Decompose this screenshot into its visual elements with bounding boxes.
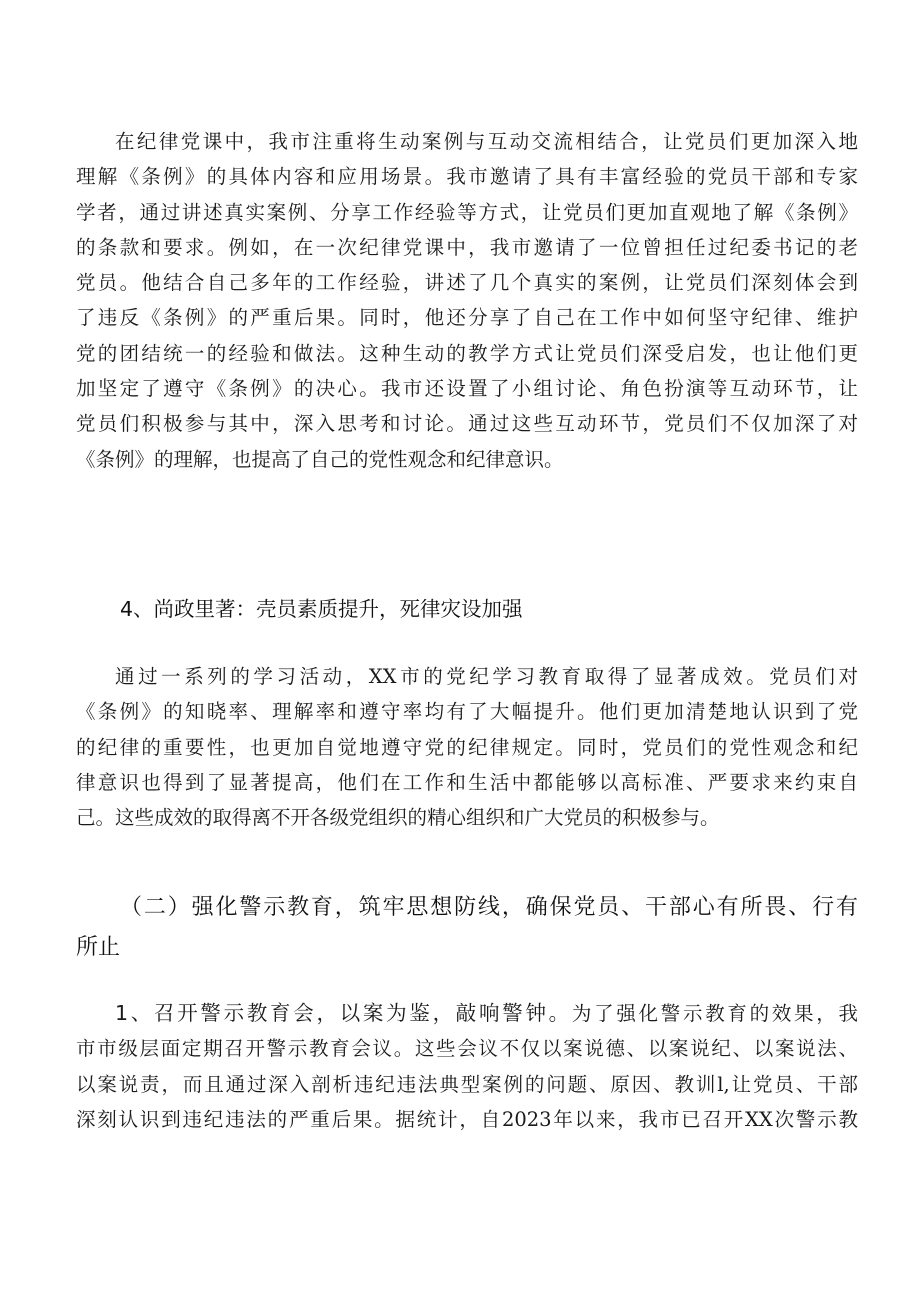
paragraph-results: [76, 659, 858, 835]
text-line: 了违反《条例》的严重后果。同时，他还分享了自己在工作中如何坚守纪律、维护: [76, 306, 858, 330]
text-line: 加坚定了遵守《条例》的决心。我市还设置了小组讨论、角色扮演等互动环节，让: [76, 377, 858, 401]
text-line: 市市级层面定期召开警示教育会议。这些会议不仅以案说德、以案说纪、以案说法、: [76, 1037, 858, 1061]
text-line: 《条例》的理解，也提高了自己的党性观念和纪律意识。: [76, 447, 564, 471]
text-line: 深刻认识到违纪违法的严重后果。据统计，自2023年以来，我市已召开XX次警示教: [76, 1107, 858, 1131]
text-line: 的纪律的重要性，也更加自觉地遵守党的纪律规定。同时，党员们的党性观念和纪: [76, 735, 858, 759]
text-line: 《条例》的知晓率、理解率和遵守率均有了大幅提升。他们更加清楚地认识到了党: [76, 700, 858, 724]
text-line: 在纪律党课中，我市注重将生动案例与互动交流相结合，让党员们更加深入地: [115, 130, 858, 153]
heading-line: （二）强化警示教育，筑牢思想防线，确保党员、干部心有所畏、行有: [120, 895, 858, 920]
text-fragment: 为了强化警示教育的效果，我: [571, 1002, 858, 1025]
text-line: 学者，通过讲述真实案例、分享工作经验等方式，让党员们更加直观地了解《条例》: [76, 200, 858, 224]
text-line: 党的团结统一的经验和做法。这种生动的教学方式让党员们深受启发，也让他们更: [76, 341, 858, 365]
paragraph-warning-meeting: [76, 996, 858, 1137]
text-line: 党员。他结合自己多年的工作经验，讲述了几个真实的案例，让党员们深刻体会到: [76, 271, 858, 295]
section-heading-4: 4、尚政里著：壳员素质提升，死律灾设加强: [120, 597, 523, 621]
text-line: 理解《条例》的具体内容和应用场景。我市邀请了具有丰富经验的党员干部和专家: [76, 165, 858, 189]
text-line: 己。这些成效的取得离不开各级党组织的精心组织和广大党员的积极参与。: [76, 806, 720, 830]
text-line: 通过一系列的学习活动，XX市的党纪学习教育取得了显著成效。党员们对: [115, 665, 858, 688]
text-line: 的条款和要求。例如，在一次纪律党课中，我市邀请了一位曾担任过纪委书记的老: [76, 235, 858, 259]
text-line: [76, 996, 858, 1031]
section-heading-2: [76, 888, 858, 968]
text-line: 党员们积极参与其中，深入思考和讨论。通过这些互动环节，党员们不仅加深了对: [76, 412, 858, 436]
text-line: 律意识也得到了显著提高，他们在工作和生活中都能够以高标准、严要求来约束自: [76, 770, 858, 794]
subheading-lead: 1、召开警示教育会，以案为鉴，敲响警钟。: [115, 1001, 572, 1025]
heading-line: 所止: [76, 935, 121, 960]
text-line: 以案说责，而且通过深入剖析违纪违法典型案例的问题、原因、教训l,让党员、干部: [76, 1072, 858, 1096]
paragraph-party-lecture: [76, 124, 858, 477]
